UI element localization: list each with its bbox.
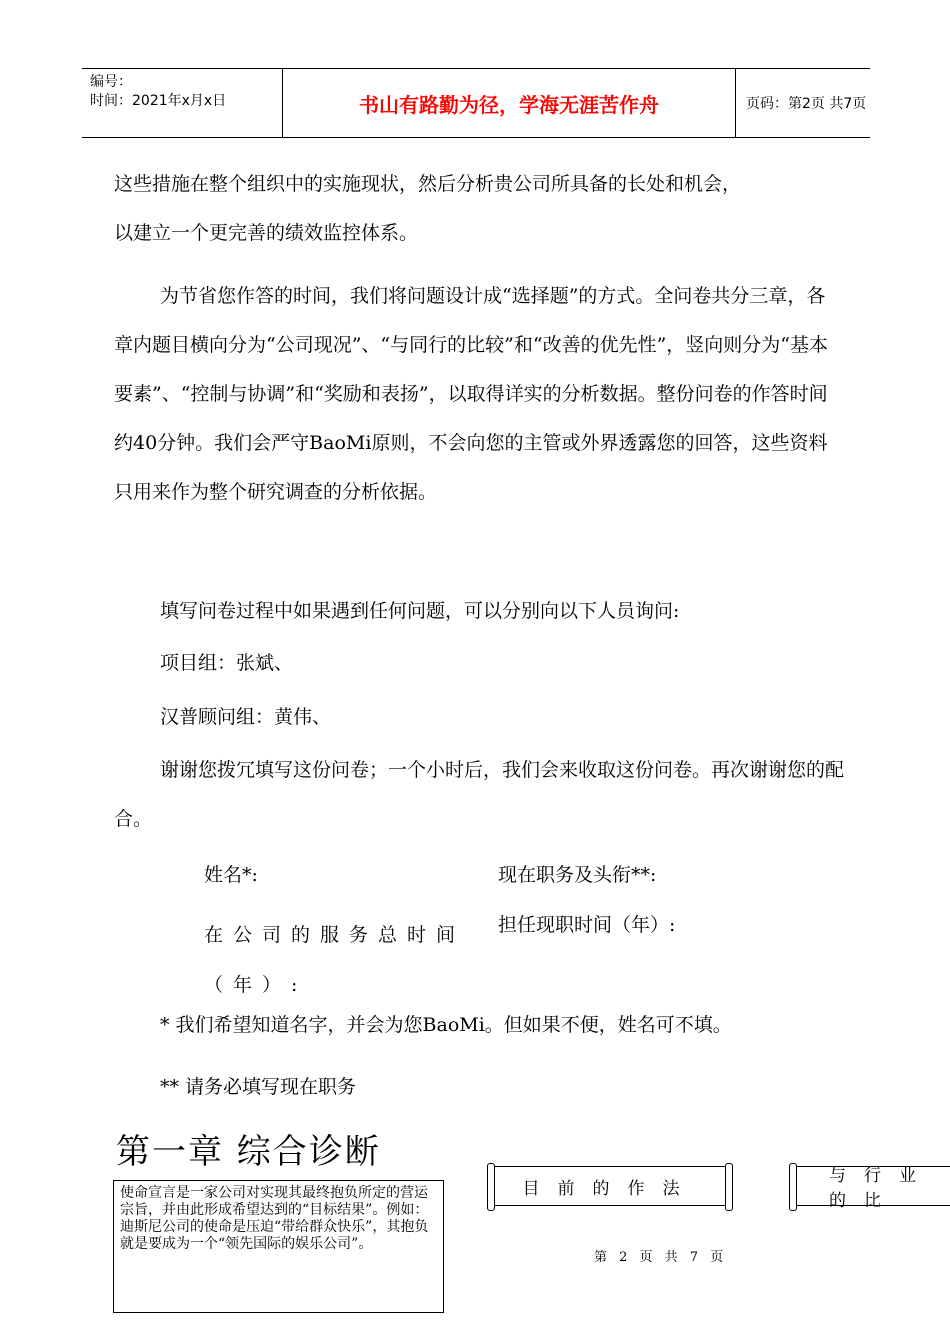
column-header-industry-comparison: 与行业的比 — [792, 1166, 950, 1206]
footer-page-number: 第 2 页 共 7 页 — [594, 1250, 728, 1265]
paragraph-method — [114, 272, 844, 517]
contact-consultant: 汉普顾问组：黄伟、 — [160, 706, 332, 728]
header-motto-cell — [282, 69, 736, 137]
header-meta — [82, 69, 282, 137]
paragraph-thanks — [114, 746, 844, 844]
contact-project-team: 项目组：张斌、 — [160, 652, 294, 674]
service-time-label: 在公司的服务总时间（年）: — [204, 924, 466, 996]
time-label: 时间：2021年x月x日 — [90, 93, 227, 109]
mission-statement-box: 使命宣言是一家公司对实现其最终抱负所定的营运宗旨，并由此形成希望达到的“目标结果”。例如：迪斯尼公司的使命是压迫“带给群众快乐”，其抱负就是要成为一个“领先国际的娱乐公司”。 — [113, 1180, 444, 1313]
note-name: * 我们希望知道名字，并会为您BaoMi。但如果不便，姓名可不填。 — [160, 1014, 732, 1036]
tenure-label: 担任现职时间（年）: — [498, 914, 676, 936]
p1-line1: 这些措施在整个组织中的实施现状，然后分析贵公司所具备的长处和机会， — [114, 173, 742, 195]
motto: 书山有路勤为径，学海无涯苦作舟 — [359, 92, 659, 117]
title-field-label: 现在职务及头衔**: — [498, 864, 657, 886]
paragraph-intro — [114, 160, 854, 258]
number-label: 编号： — [90, 74, 132, 90]
p3-text: 填写问卷过程中如果遇到任何问题，可以分别向以下人员询问: — [160, 600, 680, 622]
p4-text: 谢谢您拨冗填写这份问卷；一个小时后，我们会来收取这份问卷。再次谢谢您的配合。 — [114, 759, 845, 830]
p1-line2: 以建立一个更完善的绩效监控体系。 — [114, 222, 419, 244]
chapter-title: 第一章 综合诊断 — [116, 1132, 381, 1172]
note-position: ** 请务必填写现在职务 — [160, 1076, 357, 1098]
name-field-label: 姓名*: — [204, 864, 258, 886]
column-header-current-practice: 目前的作法 — [490, 1166, 730, 1206]
header-page-info: 页码：第2页 共7页 — [746, 96, 867, 112]
document-header — [82, 68, 870, 138]
p2-text: 为节省您作答的时间，我们将问题设计成“选择题”的方式。全问卷共分三章，各章内题目横向分为“公司现况”、“与同行的比较”和“改善的优先性”，竖向则分为“基本要素”、“控制与协调”和“奖励和表扬”，以取得详实的分析数据。整份问卷的作答时间约40分钟。我们会严守BaoMi原则，不会向您的主管或外界透露您的回答，这些资料只用来作为整个研究调查的分析依据。 — [114, 285, 828, 503]
